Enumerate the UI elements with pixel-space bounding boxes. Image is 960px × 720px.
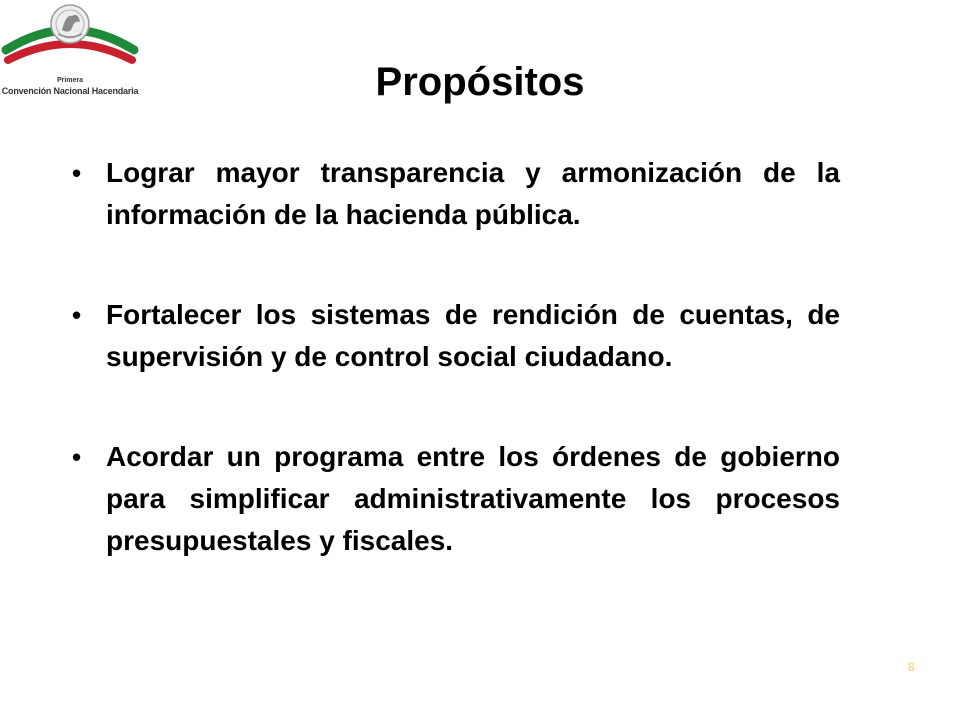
bullet-list bbox=[70, 152, 840, 562]
page-number: 8 bbox=[908, 660, 915, 674]
slide-title: Propósitos bbox=[375, 60, 585, 104]
bullet-item bbox=[70, 152, 840, 236]
bullet-text: Acordar un programa entre los órdenes de gobierno para simplificar administrativamente los procesos presupuestales y fiscales. bbox=[106, 441, 840, 556]
bullet-item bbox=[70, 294, 840, 378]
logo-text-primera: Primera bbox=[56, 77, 84, 84]
bullet-dot-icon: • bbox=[72, 158, 82, 188]
bullet-item bbox=[70, 436, 840, 562]
bullet-text: Lograr mayor transparencia y armonización de la información de la hacienda pública. bbox=[106, 157, 840, 230]
logo-text-convention: Convención Nacional Hacendaria bbox=[1, 86, 139, 96]
bullet-dot-icon: • bbox=[72, 442, 82, 472]
bullet-text: Fortalecer los sistemas de rendición de cuentas, de supervisión y de control social ciudadano. bbox=[106, 299, 840, 372]
bullet-dot-icon: • bbox=[72, 300, 82, 330]
